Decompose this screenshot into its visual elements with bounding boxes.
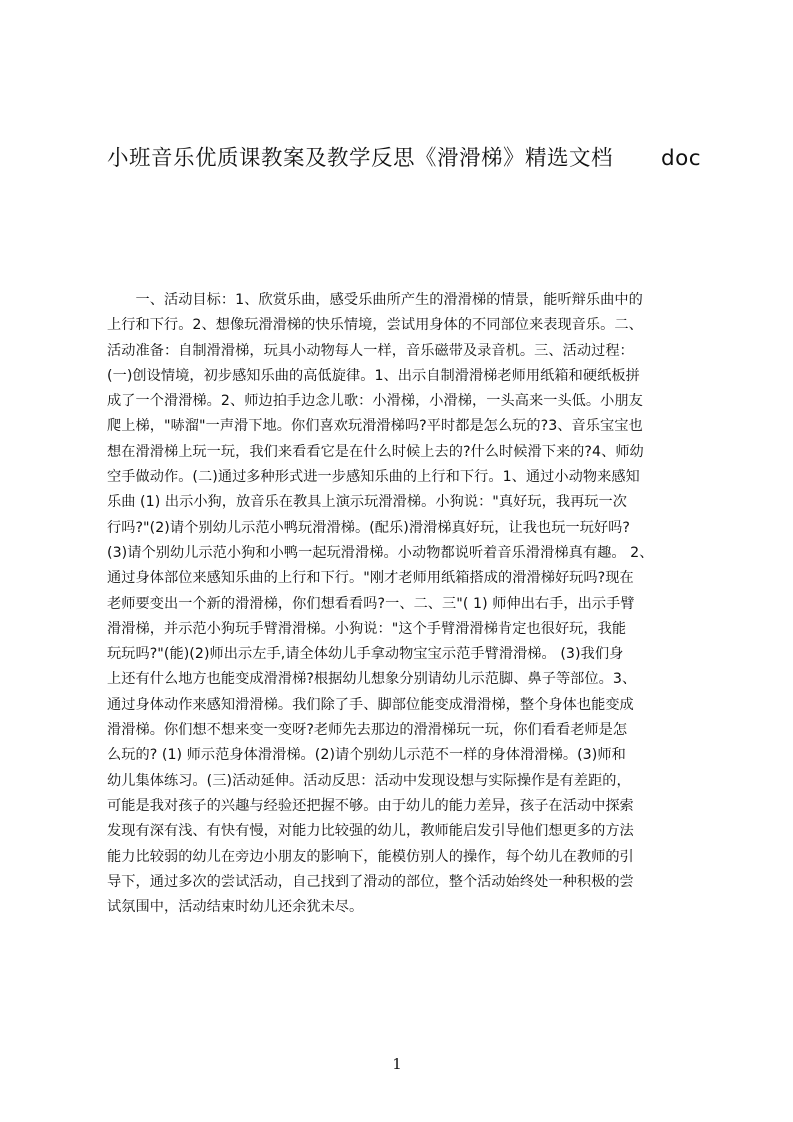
body-line: 么玩的? (1) 师示范身体滑滑梯。(2)请个别幼儿示范不一样的身体滑滑梯。(3)师和 [107,747,626,764]
body-line: 老师要变出一个新的滑滑梯，你们想看看吗?一、二、三"( 1) 师伸出右手，出示手臂 [107,595,635,612]
document-title-text: 小班音乐优质课教案及教学反思《滑滑梯》精选文档 [107,146,614,171]
body-line: 能力比较弱的幼儿在旁边小朋友的影响下，能模仿别人的操作，每个幼儿在教师的引 [107,848,634,865]
body-line: 试氛围中，活动结束时幼儿还余犹未尽。 [107,899,364,916]
body-line: 想在滑滑梯上玩一玩，我们来看看它是在什么时候上去的?什么时候滑下来的?4、师幼 [107,443,644,460]
body-line: 发现有深有浅、有快有慢，对能力比较强的幼儿，教师能启发引导他们想更多的方法 [107,823,634,840]
body-line: (3)请个别幼儿示范小狗和小鸭一起玩滑滑梯。小动物都说听着音乐滑滑梯真有趣。 2、 [107,544,654,561]
document-body [107,288,697,968]
body-line: 上行和下行。2、想像玩滑滑梯的快乐情境，尝试用身体的不同部位来表现音乐。二、 [107,317,643,334]
body-line: 通过身体动作来感知滑滑梯。我们除了手、脚部位能变成滑滑梯，整个身体也能变成 [107,696,634,713]
body-line: (一)创设情境，初步感知乐曲的高低旋律。1、出示自制滑滑梯老师用纸箱和硬纸板拼 [107,367,640,384]
document-title-suffix: doc [661,146,702,171]
body-line: 活动准备：自制滑滑梯，玩具小动物每人一样，音乐磁带及录音机。三、活动过程： [107,342,634,359]
body-line: 滑滑梯。你们想不想来变一变呀?老师先去那边的滑滑梯玩一玩，你们看看老师是怎 [107,722,628,739]
body-line: 滑滑梯，并示范小狗玩手臂滑滑梯。小狗说："这个手臂滑滑梯肯定也很好玩，我能 [107,620,627,637]
body-line: 通过身体部位来感知乐曲的上行和下行。"刚才老师用纸箱搭成的滑滑梯好玩吗?现在 [107,570,634,587]
page-number: 1 [392,1055,402,1073]
body-line: 空手做动作。(二)通过多种形式进一步感知乐曲的上行和下行。1、通过小动物来感知 [107,469,640,486]
body-line: 乐曲 (1) 出示小狗，放音乐在教具上演示玩滑滑梯。小狗说："真好玩，我再玩一次 [107,494,628,511]
body-line: 上还有什么地方也能变成滑滑梯?根据幼儿想象分别请幼儿示范脚、鼻子等部位。3、 [107,671,637,688]
body-line: 行吗?"(2)请个别幼儿示范小鸭玩滑滑梯。(配乐)滑滑梯真好玩，让我也玩一玩好吗? [107,519,630,536]
body-line: 玩玩吗?"(能)(2)师出示左手,请全体幼儿手拿动物宝宝示范手臂滑滑梯。 (3)我们身 [107,646,624,663]
body-line: 可能是我对孩子的兴趣与经验还把握不够。由于幼儿的能力差异，孩子在活动中探索 [107,797,634,814]
document-title [107,142,707,176]
body-line: 幼儿集体练习。(三)活动延伸。活动反思：活动中发现设想与实际操作是有差距的， [107,772,631,789]
body-line: 成了一个滑滑梯。2、师边拍手边念儿歌：小滑梯，小滑梯，一头高来一头低。小朋友 [107,393,643,410]
body-line: 一、活动目标：1、欣赏乐曲，感受乐曲所产生的滑滑梯的情景，能听辩乐曲中的 [107,292,643,308]
body-line: 导下，通过多次的尝试活动，自己找到了滑动的部位，整个活动始终处一种积极的尝 [107,873,634,890]
body-line: 爬上梯，"哧溜"一声滑下地。你们喜欢玩滑滑梯吗?平时都是怎么玩的?3、音乐宝宝也 [107,418,643,435]
